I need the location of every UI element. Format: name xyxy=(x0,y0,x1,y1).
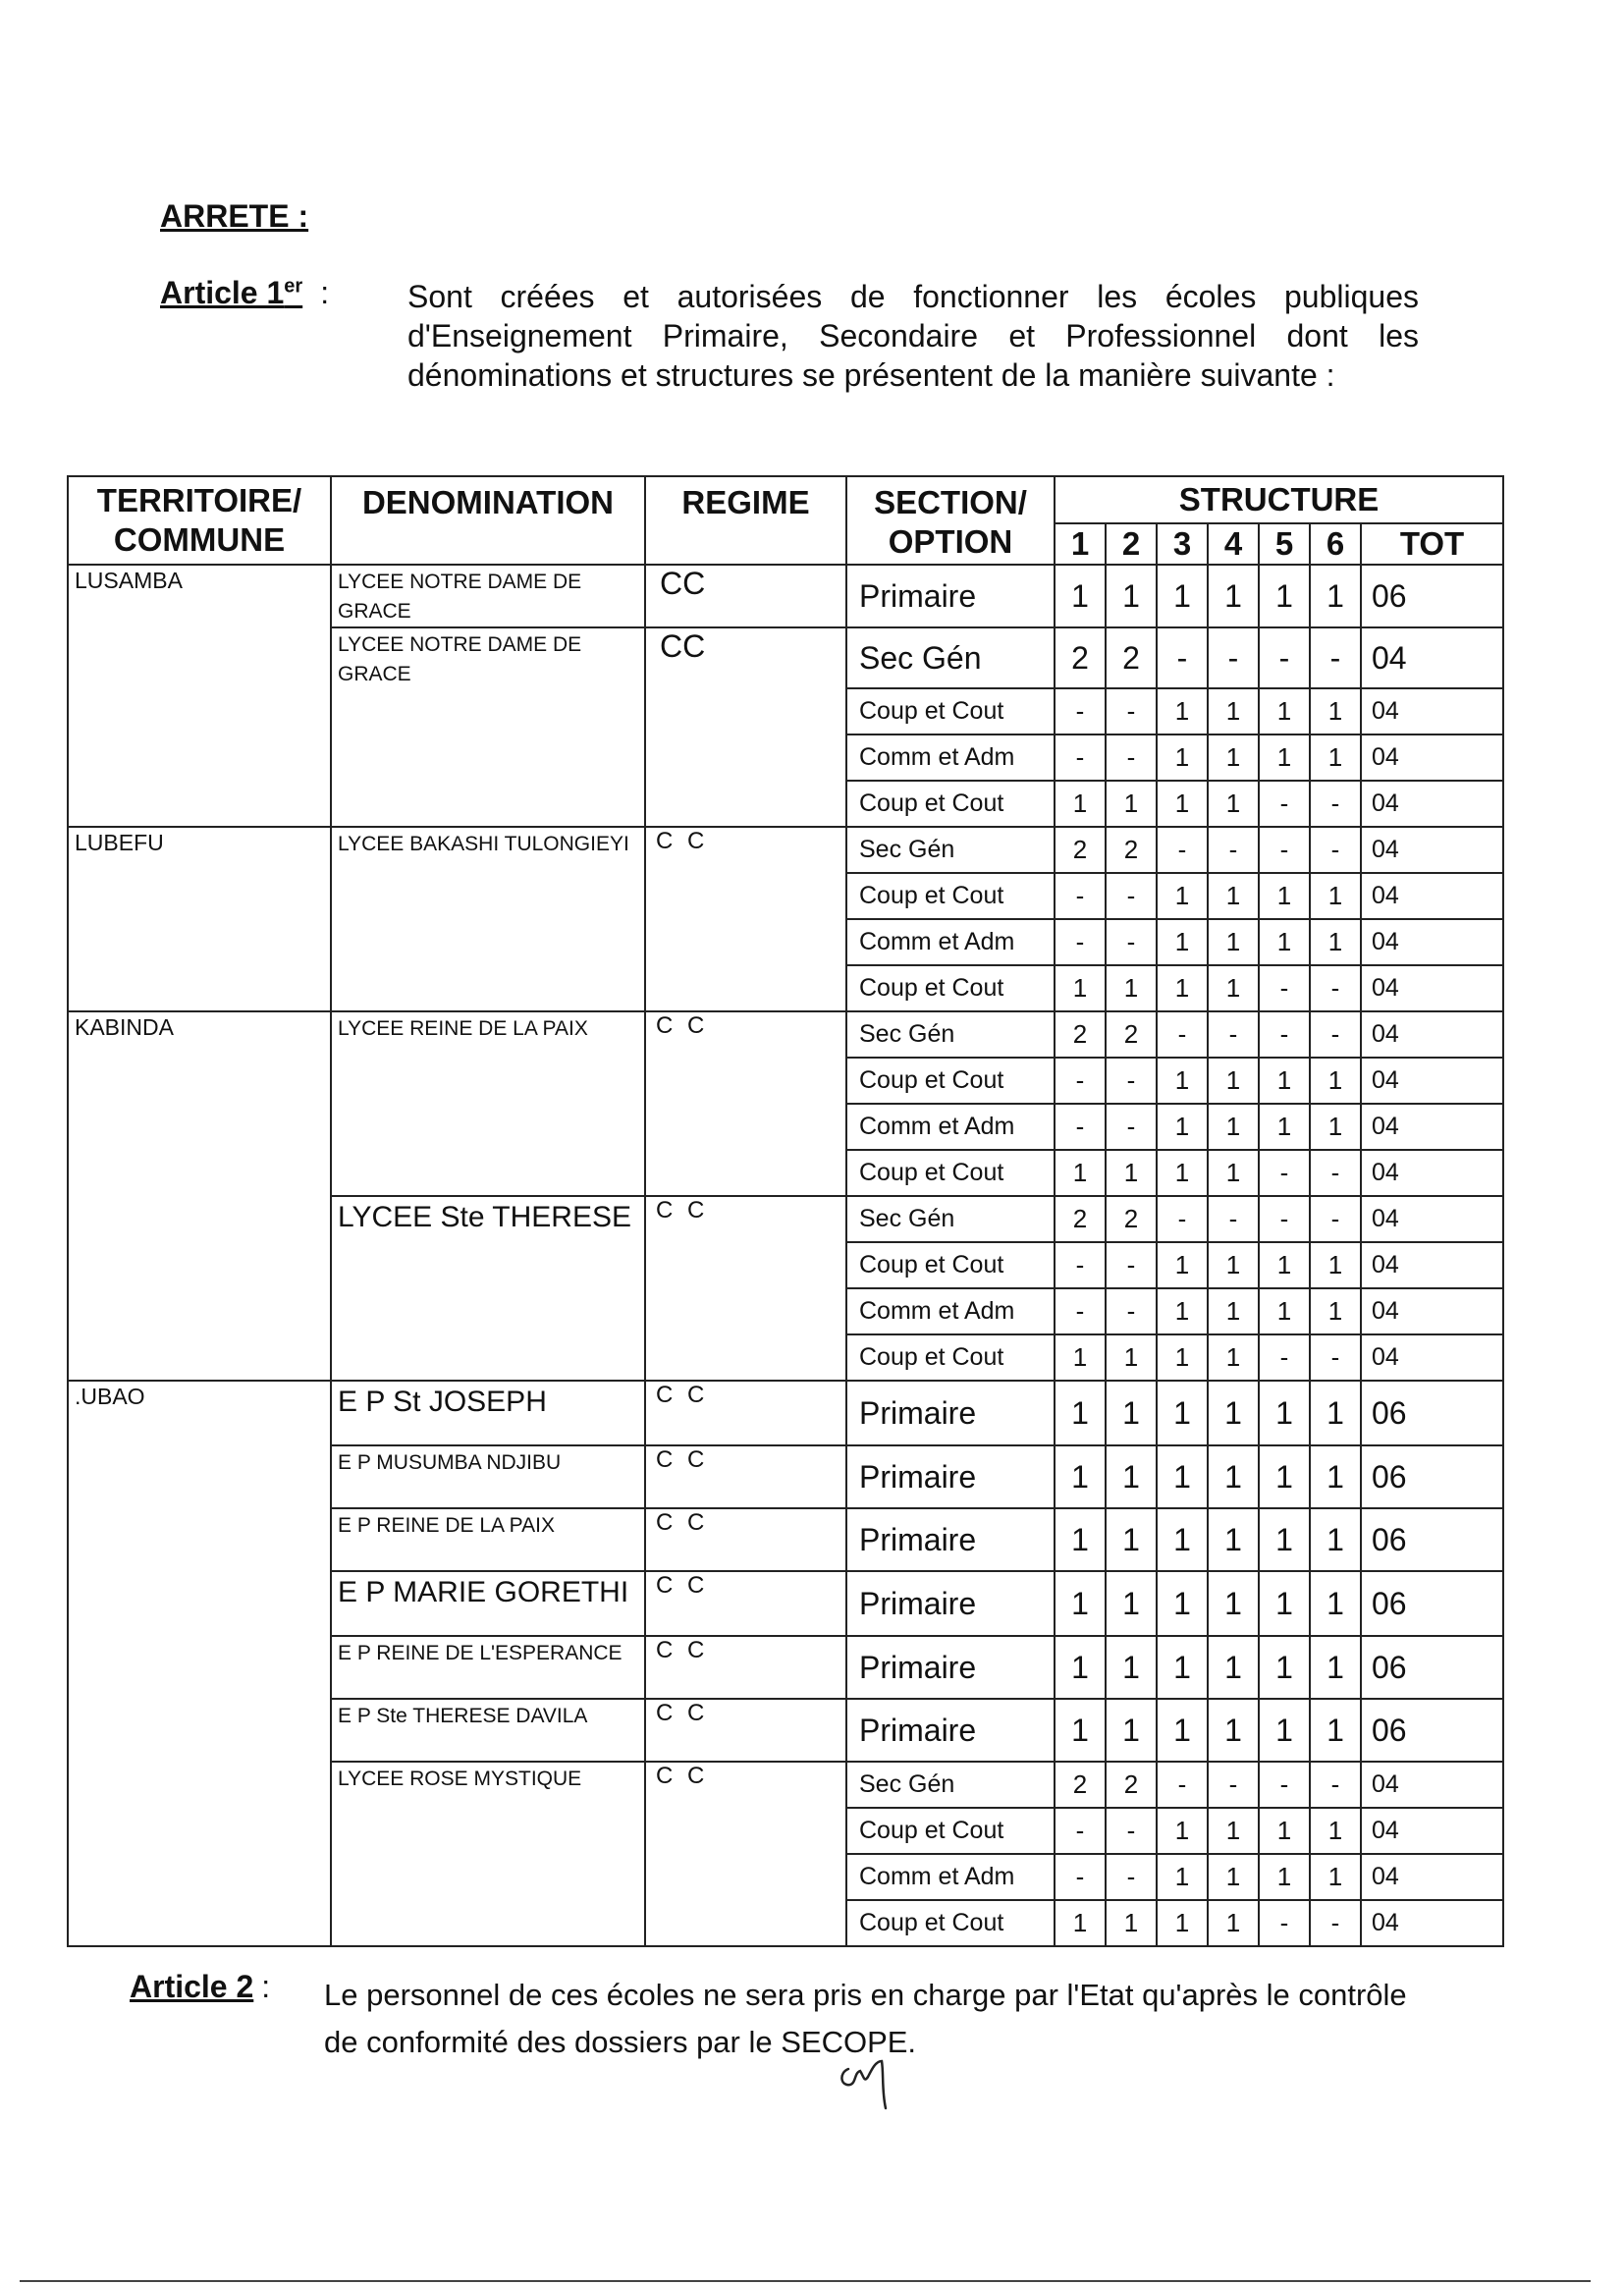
territoire-cell: KABINDA xyxy=(68,1011,331,1381)
section-cell: Primaire xyxy=(846,565,1055,627)
structure-cell-4: - xyxy=(1208,627,1259,688)
article2-label-text: Article 2 xyxy=(130,1969,254,2004)
structure-cell-1: 2 xyxy=(1055,1011,1106,1058)
structure-cell-3: - xyxy=(1157,827,1208,873)
total-cell: 06 xyxy=(1361,1508,1503,1571)
structure-cell-1: 2 xyxy=(1055,1196,1106,1242)
structure-cell-4: 1 xyxy=(1208,565,1259,627)
section-cell: Comm et Adm xyxy=(846,919,1055,965)
header-col-2: 2 xyxy=(1106,523,1157,565)
structure-cell-5: - xyxy=(1259,827,1310,873)
structure-cell-1: 1 xyxy=(1055,1445,1106,1508)
structure-cell-4: 1 xyxy=(1208,965,1259,1011)
regime-cell: C C xyxy=(645,1699,846,1762)
structure-cell-1: - xyxy=(1055,919,1106,965)
structure-cell-6: 1 xyxy=(1310,1445,1361,1508)
structure-cell-4: 1 xyxy=(1208,1288,1259,1334)
structure-cell-2: - xyxy=(1106,873,1157,919)
structure-cell-1: 1 xyxy=(1055,965,1106,1011)
header-col-tot: TOT xyxy=(1361,523,1503,565)
total-cell: 04 xyxy=(1361,827,1503,873)
structure-cell-1: - xyxy=(1055,1808,1106,1854)
structure-cell-1: - xyxy=(1055,734,1106,781)
structure-cell-1: - xyxy=(1055,1288,1106,1334)
structure-cell-1: 1 xyxy=(1055,1150,1106,1196)
article1-label-text: Article 1 xyxy=(160,275,285,310)
section-cell: Primaire xyxy=(846,1636,1055,1699)
structure-cell-5: 1 xyxy=(1259,1288,1310,1334)
structure-cell-3: 1 xyxy=(1157,1381,1208,1445)
structure-cell-6: - xyxy=(1310,1150,1361,1196)
header-col-3: 3 xyxy=(1157,523,1208,565)
structure-cell-2: 1 xyxy=(1106,1699,1157,1762)
structure-cell-4: 1 xyxy=(1208,1150,1259,1196)
structure-cell-1: 1 xyxy=(1055,1699,1106,1762)
structure-cell-1: - xyxy=(1055,1854,1106,1900)
section-cell: Coup et Cout xyxy=(846,1150,1055,1196)
regime-cell: C C xyxy=(645,1445,846,1508)
structure-cell-2: 2 xyxy=(1106,1762,1157,1808)
structure-cell-6: - xyxy=(1310,1196,1361,1242)
section-cell: Sec Gén xyxy=(846,827,1055,873)
header-structure: STRUCTURE xyxy=(1055,476,1503,523)
article1-colon: : xyxy=(320,275,330,310)
structure-cell-3: 1 xyxy=(1157,1242,1208,1288)
structure-cell-1: - xyxy=(1055,1242,1106,1288)
section-cell: Comm et Adm xyxy=(846,1288,1055,1334)
structure-cell-4: 1 xyxy=(1208,734,1259,781)
structure-cell-4: - xyxy=(1208,1011,1259,1058)
structure-cell-5: 1 xyxy=(1259,1104,1310,1150)
structure-cell-5: - xyxy=(1259,627,1310,688)
footer-rule xyxy=(20,2280,1591,2282)
structure-cell-1: 2 xyxy=(1055,1762,1106,1808)
structure-cell-3: - xyxy=(1157,1011,1208,1058)
structure-cell-1: - xyxy=(1055,873,1106,919)
structure-cell-6: 1 xyxy=(1310,565,1361,627)
signature-initials xyxy=(835,2047,913,2116)
total-cell: 06 xyxy=(1361,1571,1503,1636)
structure-cell-5: 1 xyxy=(1259,1854,1310,1900)
structure-cell-2: 1 xyxy=(1106,781,1157,827)
structure-cell-4: - xyxy=(1208,1196,1259,1242)
total-cell: 04 xyxy=(1361,919,1503,965)
structure-cell-4: 1 xyxy=(1208,1808,1259,1854)
section-cell: Comm et Adm xyxy=(846,734,1055,781)
section-cell: Primaire xyxy=(846,1445,1055,1508)
structure-cell-6: 1 xyxy=(1310,1854,1361,1900)
denomination-cell: E P REINE DE L'ESPERANCE xyxy=(331,1636,645,1699)
structure-cell-5: 1 xyxy=(1259,1571,1310,1636)
structure-cell-3: 1 xyxy=(1157,1058,1208,1104)
regime-cell: C C xyxy=(645,1381,846,1445)
structure-cell-1: 1 xyxy=(1055,1508,1106,1571)
structure-cell-6: 1 xyxy=(1310,1058,1361,1104)
section-cell: Sec Gén xyxy=(846,627,1055,688)
structure-cell-6: 1 xyxy=(1310,1808,1361,1854)
structure-cell-2: - xyxy=(1106,688,1157,734)
table-body xyxy=(68,565,1503,1946)
regime-cell: C C xyxy=(645,1762,846,1946)
structure-cell-5: 1 xyxy=(1259,873,1310,919)
structure-cell-6: 1 xyxy=(1310,1242,1361,1288)
structure-cell-5: - xyxy=(1259,1900,1310,1946)
section-cell: Primaire xyxy=(846,1381,1055,1445)
structure-cell-3: - xyxy=(1157,1196,1208,1242)
structure-cell-1: - xyxy=(1055,688,1106,734)
structure-cell-3: 1 xyxy=(1157,734,1208,781)
structure-cell-1: 1 xyxy=(1055,1381,1106,1445)
total-cell: 06 xyxy=(1361,1699,1503,1762)
total-cell: 06 xyxy=(1361,1445,1503,1508)
structure-cell-3: - xyxy=(1157,1762,1208,1808)
structure-cell-1: 1 xyxy=(1055,1900,1106,1946)
denomination-cell: E P REINE DE LA PAIX xyxy=(331,1508,645,1571)
structure-cell-4: 1 xyxy=(1208,1571,1259,1636)
structure-cell-2: 1 xyxy=(1106,965,1157,1011)
denomination-cell: E P MARIE GORETHI xyxy=(331,1571,645,1636)
structure-cell-4: - xyxy=(1208,1762,1259,1808)
section-cell: Primaire xyxy=(846,1699,1055,1762)
structure-cell-3: 1 xyxy=(1157,965,1208,1011)
structure-cell-5: 1 xyxy=(1259,1381,1310,1445)
section-cell: Comm et Adm xyxy=(846,1854,1055,1900)
structure-cell-1: 1 xyxy=(1055,1571,1106,1636)
structure-cell-2: 1 xyxy=(1106,1508,1157,1571)
structure-cell-2: - xyxy=(1106,1808,1157,1854)
section-cell: Comm et Adm xyxy=(846,1104,1055,1150)
total-cell: 06 xyxy=(1361,1636,1503,1699)
total-cell: 04 xyxy=(1361,1854,1503,1900)
structure-cell-4: 1 xyxy=(1208,873,1259,919)
section-cell: Sec Gén xyxy=(846,1762,1055,1808)
structure-cell-6: - xyxy=(1310,627,1361,688)
total-cell: 06 xyxy=(1361,565,1503,627)
structure-cell-1: 1 xyxy=(1055,1334,1106,1381)
structure-cell-5: 1 xyxy=(1259,1808,1310,1854)
structure-cell-4: 1 xyxy=(1208,1242,1259,1288)
structure-cell-2: - xyxy=(1106,1242,1157,1288)
structure-cell-2: 1 xyxy=(1106,1900,1157,1946)
regime-cell: CC xyxy=(645,627,846,827)
structure-cell-3: 1 xyxy=(1157,1854,1208,1900)
structure-cell-3: 1 xyxy=(1157,1150,1208,1196)
structure-cell-1: 2 xyxy=(1055,627,1106,688)
structure-cell-6: 1 xyxy=(1310,919,1361,965)
structure-cell-4: 1 xyxy=(1208,1058,1259,1104)
structure-cell-4: 1 xyxy=(1208,1104,1259,1150)
table-row xyxy=(68,1011,1503,1058)
structure-cell-4: 1 xyxy=(1208,688,1259,734)
structure-cell-1: - xyxy=(1055,1104,1106,1150)
structure-cell-6: - xyxy=(1310,827,1361,873)
territoire-cell: LUBEFU xyxy=(68,827,331,1011)
total-cell: 04 xyxy=(1361,1808,1503,1854)
structure-cell-1: 1 xyxy=(1055,565,1106,627)
section-cell: Coup et Cout xyxy=(846,781,1055,827)
structure-cell-2: 1 xyxy=(1106,1334,1157,1381)
denomination-cell: LYCEE NOTRE DAME DE GRACE xyxy=(331,565,645,627)
heading-arrete: ARRETE : xyxy=(160,198,309,234)
total-cell: 04 xyxy=(1361,1288,1503,1334)
structure-cell-4: 1 xyxy=(1208,781,1259,827)
denomination-cell: LYCEE ROSE MYSTIQUE xyxy=(331,1762,645,1946)
structure-cell-3: 1 xyxy=(1157,1508,1208,1571)
structure-cell-2: 2 xyxy=(1106,627,1157,688)
total-cell: 04 xyxy=(1361,1104,1503,1150)
structure-cell-2: - xyxy=(1106,1104,1157,1150)
denomination-cell: E P Ste THERESE DAVILA xyxy=(331,1699,645,1762)
structure-cell-5: 1 xyxy=(1259,1445,1310,1508)
structure-cell-6: 1 xyxy=(1310,1636,1361,1699)
structure-cell-5: 1 xyxy=(1259,1508,1310,1571)
article1-text: Sont créées et autorisées de fonctionner les écoles publiques d'Enseignement Primaire, Secondaire et Professionnel dont les dénominations et structures se présentent de la manière suivante : xyxy=(407,279,1419,393)
regime-cell: C C xyxy=(645,1636,846,1699)
total-cell: 04 xyxy=(1361,1242,1503,1288)
structure-cell-6: - xyxy=(1310,1762,1361,1808)
article1-label xyxy=(160,275,329,311)
section-cell: Coup et Cout xyxy=(846,1808,1055,1854)
structure-cell-3: 1 xyxy=(1157,1445,1208,1508)
structure-cell-2: 1 xyxy=(1106,1636,1157,1699)
denomination-cell: LYCEE BAKASHI TULONGIEYI xyxy=(331,827,645,1011)
structure-cell-6: 1 xyxy=(1310,1571,1361,1636)
structure-cell-5: 1 xyxy=(1259,734,1310,781)
regime-cell: C C xyxy=(645,827,846,1011)
total-cell: 04 xyxy=(1361,1196,1503,1242)
table-row xyxy=(68,827,1503,873)
section-cell: Coup et Cout xyxy=(846,873,1055,919)
structure-cell-2: 1 xyxy=(1106,565,1157,627)
article2-text: Le personnel de ces écoles ne sera pris en charge par l'Etat qu'après le contrôle de conformité des dossiers par le SECOPE. xyxy=(324,1978,1407,2059)
denomination-cell: E P MUSUMBA NDJIBU xyxy=(331,1445,645,1508)
structure-cell-3: 1 xyxy=(1157,781,1208,827)
structure-cell-2: - xyxy=(1106,1058,1157,1104)
structure-cell-1: 1 xyxy=(1055,781,1106,827)
structure-cell-5: 1 xyxy=(1259,919,1310,965)
structure-cell-3: 1 xyxy=(1157,1699,1208,1762)
total-cell: 04 xyxy=(1361,1900,1503,1946)
structure-cell-3: 1 xyxy=(1157,1636,1208,1699)
structure-cell-3: 1 xyxy=(1157,1571,1208,1636)
section-cell: Coup et Cout xyxy=(846,688,1055,734)
structure-cell-2: - xyxy=(1106,1288,1157,1334)
regime-cell: C C xyxy=(645,1196,846,1381)
section-cell: Coup et Cout xyxy=(846,1900,1055,1946)
table-row xyxy=(68,1381,1503,1445)
structure-cell-4: 1 xyxy=(1208,1445,1259,1508)
denomination-cell: E P St JOSEPH xyxy=(331,1381,645,1445)
structure-cell-6: - xyxy=(1310,965,1361,1011)
section-cell: Sec Gén xyxy=(846,1196,1055,1242)
structure-cell-2: - xyxy=(1106,1854,1157,1900)
structure-cell-6: 1 xyxy=(1310,1104,1361,1150)
regime-cell: C C xyxy=(645,1011,846,1196)
structure-cell-2: 1 xyxy=(1106,1571,1157,1636)
structure-cell-2: 2 xyxy=(1106,1196,1157,1242)
structure-cell-3: 1 xyxy=(1157,1808,1208,1854)
header-col-5: 5 xyxy=(1259,523,1310,565)
regime-cell: C C xyxy=(645,1571,846,1636)
structure-cell-4: 1 xyxy=(1208,1636,1259,1699)
denomination-cell: LYCEE REINE DE LA PAIX xyxy=(331,1011,645,1196)
header-regime: REGIME xyxy=(645,476,846,565)
section-cell: Primaire xyxy=(846,1508,1055,1571)
structure-cell-4: 1 xyxy=(1208,1854,1259,1900)
header-col-6: 6 xyxy=(1310,523,1361,565)
structure-cell-2: 2 xyxy=(1106,1011,1157,1058)
header-col-4: 4 xyxy=(1208,523,1259,565)
structure-cell-5: 1 xyxy=(1259,1636,1310,1699)
header-col-1: 1 xyxy=(1055,523,1106,565)
structure-cell-6: 1 xyxy=(1310,1699,1361,1762)
article1-sup: er xyxy=(284,275,303,298)
total-cell: 04 xyxy=(1361,873,1503,919)
total-cell: 04 xyxy=(1361,1762,1503,1808)
structure-cell-2: 1 xyxy=(1106,1381,1157,1445)
denomination-cell: LYCEE Ste THERESE xyxy=(331,1196,645,1381)
section-cell: Sec Gén xyxy=(846,1011,1055,1058)
section-cell: Coup et Cout xyxy=(846,965,1055,1011)
structure-cell-4: 1 xyxy=(1208,1508,1259,1571)
schools-table xyxy=(67,475,1504,1947)
structure-cell-1: 1 xyxy=(1055,1636,1106,1699)
structure-cell-5: - xyxy=(1259,965,1310,1011)
structure-cell-3: 1 xyxy=(1157,1900,1208,1946)
structure-cell-3: 1 xyxy=(1157,1104,1208,1150)
structure-cell-5: - xyxy=(1259,1334,1310,1381)
total-cell: 04 xyxy=(1361,1150,1503,1196)
structure-cell-3: 1 xyxy=(1157,1288,1208,1334)
structure-cell-5: 1 xyxy=(1259,565,1310,627)
structure-cell-5: - xyxy=(1259,781,1310,827)
section-cell: Coup et Cout xyxy=(846,1058,1055,1104)
regime-cell: C C xyxy=(645,1508,846,1571)
structure-cell-5: - xyxy=(1259,1762,1310,1808)
denomination-cell: LYCEE NOTRE DAME DE GRACE xyxy=(331,627,645,827)
structure-cell-1: 2 xyxy=(1055,827,1106,873)
article2-label xyxy=(130,1969,270,2005)
structure-cell-3: 1 xyxy=(1157,873,1208,919)
territoire-cell: .UBAO xyxy=(68,1381,331,1946)
structure-cell-6: 1 xyxy=(1310,1381,1361,1445)
structure-cell-3: - xyxy=(1157,627,1208,688)
section-cell: Coup et Cout xyxy=(846,1334,1055,1381)
structure-cell-2: - xyxy=(1106,734,1157,781)
total-cell: 04 xyxy=(1361,688,1503,734)
structure-cell-5: 1 xyxy=(1259,1058,1310,1104)
structure-cell-3: 1 xyxy=(1157,565,1208,627)
header-denomination: DENOMINATION xyxy=(331,476,645,565)
structure-cell-3: 1 xyxy=(1157,919,1208,965)
structure-cell-6: - xyxy=(1310,1334,1361,1381)
total-cell: 06 xyxy=(1361,1381,1503,1445)
structure-cell-6: 1 xyxy=(1310,873,1361,919)
structure-cell-4: - xyxy=(1208,827,1259,873)
total-cell: 04 xyxy=(1361,1334,1503,1381)
structure-cell-2: 2 xyxy=(1106,827,1157,873)
structure-cell-5: - xyxy=(1259,1011,1310,1058)
section-cell: Coup et Cout xyxy=(846,1242,1055,1288)
header-territoire: TERRITOIRE/ COMMUNE xyxy=(68,476,331,565)
territoire-cell: LUSAMBA xyxy=(68,565,331,827)
structure-cell-5: 1 xyxy=(1259,1699,1310,1762)
structure-cell-6: - xyxy=(1310,1900,1361,1946)
structure-cell-4: 1 xyxy=(1208,919,1259,965)
structure-cell-1: - xyxy=(1055,1058,1106,1104)
table-row xyxy=(68,565,1503,627)
total-cell: 04 xyxy=(1361,1011,1503,1058)
structure-cell-6: - xyxy=(1310,1011,1361,1058)
structure-cell-4: 1 xyxy=(1208,1900,1259,1946)
structure-cell-2: 1 xyxy=(1106,1150,1157,1196)
total-cell: 04 xyxy=(1361,734,1503,781)
structure-cell-5: - xyxy=(1259,1196,1310,1242)
structure-cell-6: 1 xyxy=(1310,1288,1361,1334)
structure-cell-3: 1 xyxy=(1157,688,1208,734)
structure-cell-4: 1 xyxy=(1208,1381,1259,1445)
article2-colon: : xyxy=(261,1969,271,2004)
structure-cell-5: 1 xyxy=(1259,688,1310,734)
total-cell: 04 xyxy=(1361,627,1503,688)
total-cell: 04 xyxy=(1361,1058,1503,1104)
structure-cell-6: 1 xyxy=(1310,1508,1361,1571)
structure-cell-6: 1 xyxy=(1310,688,1361,734)
total-cell: 04 xyxy=(1361,781,1503,827)
regime-cell: CC xyxy=(645,565,846,627)
structure-cell-5: - xyxy=(1259,1150,1310,1196)
structure-cell-4: 1 xyxy=(1208,1699,1259,1762)
structure-cell-5: 1 xyxy=(1259,1242,1310,1288)
header-section: SECTION/ OPTION xyxy=(846,476,1055,565)
structure-cell-6: - xyxy=(1310,781,1361,827)
structure-cell-2: 1 xyxy=(1106,1445,1157,1508)
structure-cell-6: 1 xyxy=(1310,734,1361,781)
total-cell: 04 xyxy=(1361,965,1503,1011)
section-cell: Primaire xyxy=(846,1571,1055,1636)
structure-cell-4: 1 xyxy=(1208,1334,1259,1381)
structure-cell-3: 1 xyxy=(1157,1334,1208,1381)
structure-cell-2: - xyxy=(1106,919,1157,965)
